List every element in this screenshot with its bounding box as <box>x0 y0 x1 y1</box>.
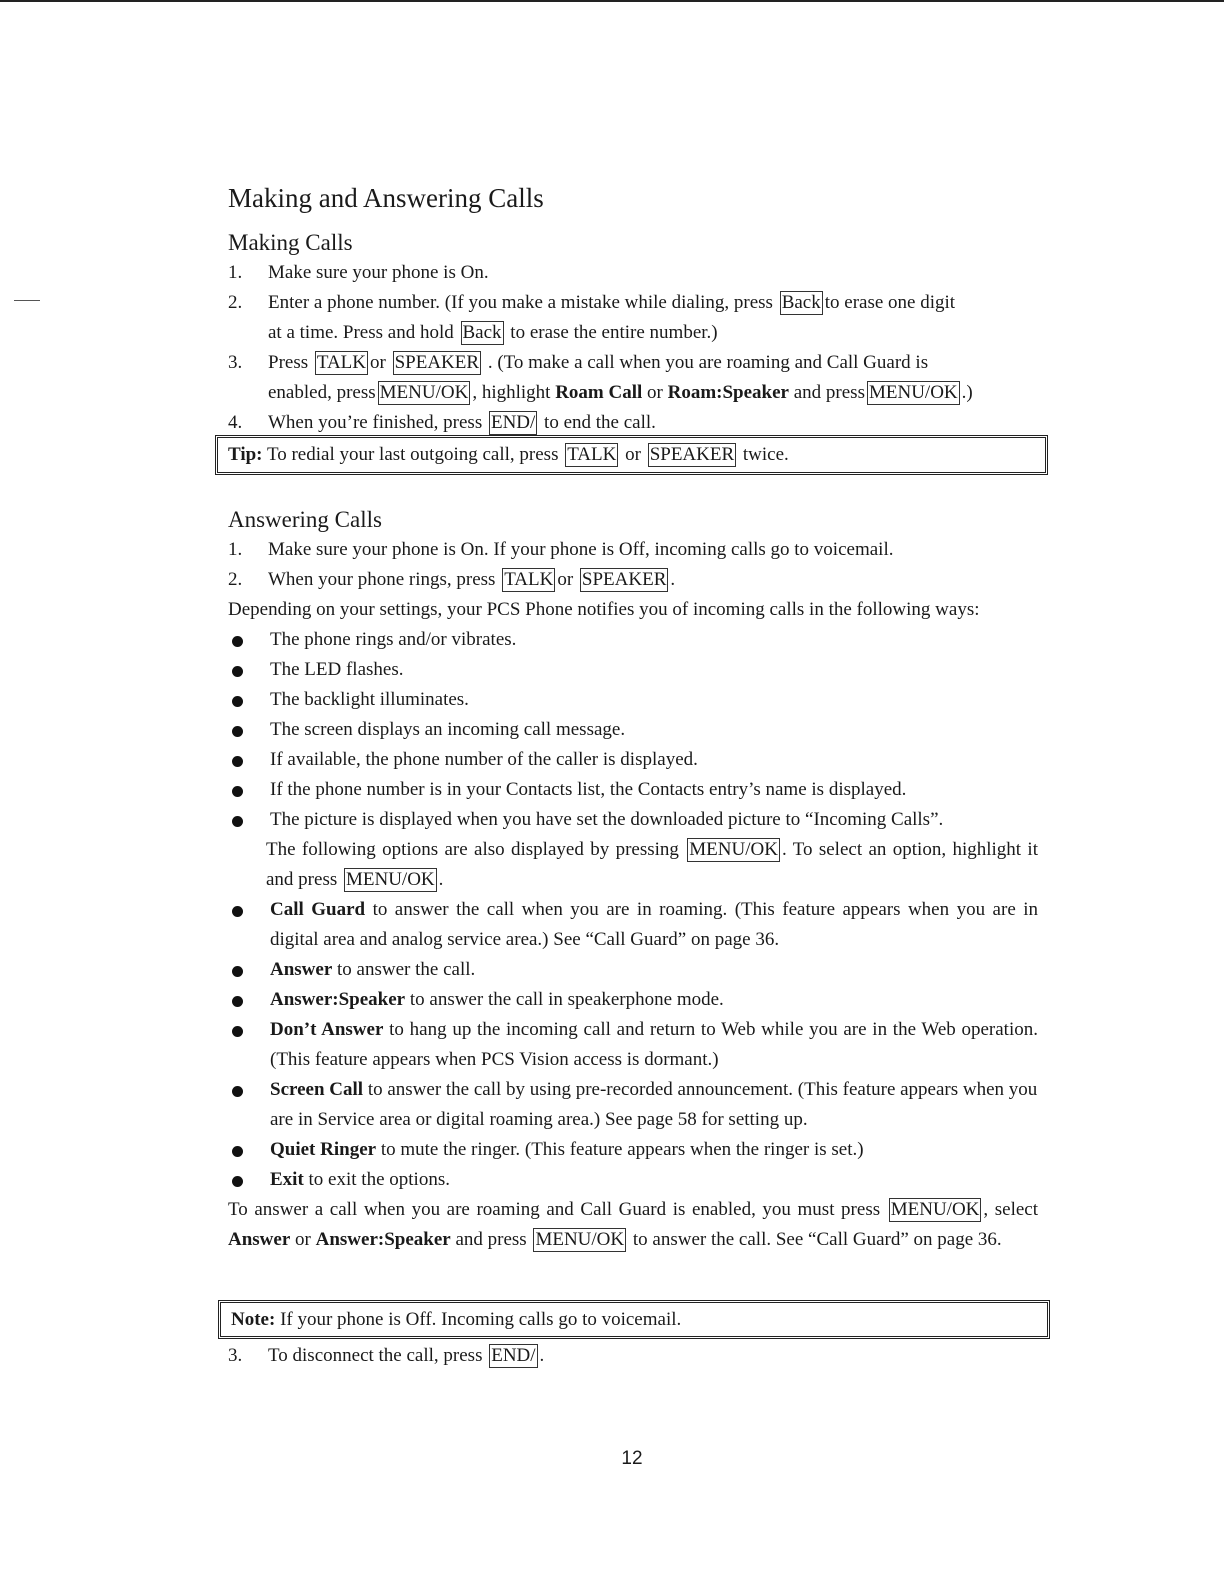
option-call-guard <box>228 895 1038 955</box>
option-name: Answer <box>270 959 333 980</box>
step-text: or <box>557 569 574 590</box>
option-answer-speaker <box>228 985 1038 1015</box>
step-number: 3. <box>228 352 243 373</box>
answer-option: Answer <box>228 1229 291 1250</box>
option-text: to exit the options. <box>308 1169 450 1190</box>
step-text: or <box>370 352 386 373</box>
tip-text: or <box>625 444 641 465</box>
end-key: END/ <box>491 1345 536 1366</box>
step-number: 1. <box>228 262 243 283</box>
notification-bullet <box>228 685 1038 715</box>
bullet-text: If the phone number is in your Contacts list, the Contacts entry’s name is displayed. <box>270 779 907 800</box>
step-text: When you’re finished, press <box>268 412 483 433</box>
note-text: If your phone is Off. Incoming calls go to voicemail. <box>280 1309 682 1330</box>
options-intro <box>228 835 1038 895</box>
menu-ok-key: MENU/OK <box>379 382 469 403</box>
roaming-paragraph <box>228 1195 1038 1255</box>
bullet-text: The backlight illuminates. <box>270 689 469 710</box>
option-exit <box>228 1165 1038 1195</box>
step-number: 4. <box>228 412 243 433</box>
answering-step-3 <box>228 1341 1078 1371</box>
step-text: To disconnect the call, press <box>268 1345 483 1366</box>
step-text: Press <box>268 352 309 373</box>
end-key: END/ <box>490 412 536 433</box>
options-intro-text: The following options are also displayed by pressing <box>266 839 679 860</box>
options-intro-text: . To select an option, highlight it and press <box>266 839 1038 890</box>
making-step-2 <box>228 288 1038 348</box>
bullet-icon <box>232 786 243 797</box>
answering-calls-heading: Answering Calls <box>228 507 382 532</box>
step-text: enabled, press <box>268 382 376 403</box>
tip-label: Tip: <box>228 444 263 465</box>
answer-speaker-option: Answer:Speaker <box>315 1229 451 1250</box>
step-text: . <box>670 569 676 590</box>
menu-ok-key: MENU/OK <box>890 1199 980 1220</box>
option-text: to mute the ringer. (This feature appears when the ringer is set.) <box>380 1139 864 1160</box>
step-text: Enter a phone number. (If you make a mistake while dialing, press <box>268 292 773 313</box>
step-number: 2. <box>228 569 243 590</box>
options-intro-text: . <box>438 869 444 890</box>
step-text: to erase one digit <box>824 292 956 313</box>
paragraph-text: or <box>295 1229 311 1250</box>
step-text: , highlight <box>472 382 551 403</box>
menu-ok-key: MENU/OK <box>345 869 435 890</box>
step-text: . (To make a call when you are roaming and Call Guard is <box>487 352 929 373</box>
tip-text: twice. <box>742 444 789 465</box>
step-text: Make sure your phone is On. If your phone is Off, incoming calls go to voicemail. <box>268 539 894 560</box>
menu-ok-key: MENU/OK <box>689 839 778 860</box>
option-name: Call Guard <box>270 899 366 920</box>
bullet-text: The phone rings and/or vibrates. <box>270 629 517 650</box>
bullet-icon <box>232 996 243 1007</box>
notification-intro: Depending on your settings, your PCS Phone notifies you of incoming calls in the following ways: <box>228 599 980 620</box>
page-number: 12 <box>621 1448 643 1469</box>
step-text: . <box>539 1345 545 1366</box>
option-name: Don’t Answer <box>270 1019 384 1040</box>
notification-bullet <box>228 715 1038 745</box>
roam-speaker-option: Roam:Speaker <box>667 382 789 403</box>
menu-ok-key: MENU/OK <box>535 1229 625 1250</box>
option-name: Quiet Ringer <box>270 1139 377 1160</box>
tip-box <box>215 435 1048 475</box>
option-screen-call <box>228 1075 1038 1135</box>
option-text: to answer the call when you are in roaming. (This feature appears when you are in digital area and analog service area.) See “Call Guard” on page 36. <box>270 899 1038 950</box>
answering-step-2 <box>228 565 1038 595</box>
bullet-icon <box>232 696 243 707</box>
option-answer <box>228 955 1038 985</box>
talk-key: TALK <box>504 569 554 590</box>
talk-key: TALK <box>567 444 617 465</box>
menu-ok-key: MENU/OK <box>868 382 958 403</box>
step-number: 2. <box>228 292 243 313</box>
making-step-4 <box>228 408 1038 438</box>
option-name: Exit <box>270 1169 304 1190</box>
page-title: Making and Answering Calls <box>228 183 544 213</box>
option-text: to answer the call. <box>337 959 476 980</box>
step-text: or <box>647 382 663 403</box>
notification-bullet <box>228 805 1038 835</box>
notification-bullet <box>228 745 1038 775</box>
back-key: Back <box>781 292 821 313</box>
option-dont-answer <box>228 1015 1038 1075</box>
bullet-icon <box>232 816 243 827</box>
paragraph-text: to answer the call. See “Call Guard” on page 36. <box>632 1229 1002 1250</box>
making-step-1 <box>228 258 1038 288</box>
option-text: to answer the call in speakerphone mode. <box>409 989 724 1010</box>
bullet-text: If available, the phone number of the caller is displayed. <box>270 749 698 770</box>
top-rule <box>0 0 1224 2</box>
bullet-icon <box>232 1026 243 1037</box>
bullet-icon <box>232 906 243 917</box>
bullet-icon <box>232 636 243 647</box>
speaker-key: SPEAKER <box>649 444 735 465</box>
speaker-key: SPEAKER <box>581 569 667 590</box>
bullet-icon <box>232 966 243 977</box>
bullet-icon <box>232 726 243 737</box>
tip-text: To redial your last outgoing call, press <box>266 444 559 465</box>
option-text: to answer the call by using pre-recorded announcement. (This feature appears when you are in Service area or digital roaming area.) See page 58 for setting up. <box>270 1079 1038 1130</box>
bullet-text: The LED flashes. <box>270 659 404 680</box>
bullet-icon <box>232 756 243 767</box>
making-calls-section <box>228 228 1038 438</box>
answering-calls-section <box>228 505 1038 1255</box>
notification-bullet <box>228 655 1038 685</box>
making-calls-heading: Making Calls <box>228 230 353 255</box>
option-quiet-ringer <box>228 1135 1038 1165</box>
paragraph-text: , select <box>983 1199 1039 1220</box>
bullet-icon <box>232 666 243 677</box>
step-text: .) <box>961 382 973 403</box>
bullet-icon <box>232 1146 243 1157</box>
margin-mark <box>14 300 40 301</box>
step-text: at a time. Press and hold <box>268 322 454 343</box>
bullet-icon <box>232 1086 243 1097</box>
bullet-icon <box>232 1176 243 1187</box>
option-name: Answer:Speaker <box>270 989 406 1010</box>
step-text: to erase the entire number.) <box>510 322 718 343</box>
option-name: Screen Call <box>270 1079 364 1100</box>
note-label: Note: <box>231 1309 276 1330</box>
paragraph-text: To answer a call when you are roaming and Call Guard is enabled, you must press <box>228 1199 881 1220</box>
talk-key: TALK <box>316 352 367 373</box>
speaker-key: SPEAKER <box>394 352 480 373</box>
note-box <box>218 1300 1050 1339</box>
back-key: Back <box>462 322 502 343</box>
step-text: and press <box>793 382 865 403</box>
step-text: When your phone rings, press <box>268 569 496 590</box>
answering-step-1 <box>228 535 1038 565</box>
step-number: 1. <box>228 539 243 560</box>
step-text: Make sure your phone is On. <box>268 262 489 283</box>
roam-call-option: Roam Call <box>555 382 643 403</box>
notification-bullet <box>228 625 1038 655</box>
step-text: to end the call. <box>544 412 656 433</box>
making-step-3 <box>228 348 1038 408</box>
notification-bullet <box>228 775 1038 805</box>
step-number: 3. <box>228 1345 243 1366</box>
paragraph-text: and press <box>455 1229 527 1250</box>
option-text: to hang up the incoming call and return to Web while you are in the Web operation. (This feature appears when PCS Vision access is dormant.) <box>270 1019 1038 1070</box>
bullet-text: The screen displays an incoming call message. <box>270 719 626 740</box>
bullet-text: The picture is displayed when you have set the downloaded picture to “Incoming Calls”. <box>270 809 944 830</box>
